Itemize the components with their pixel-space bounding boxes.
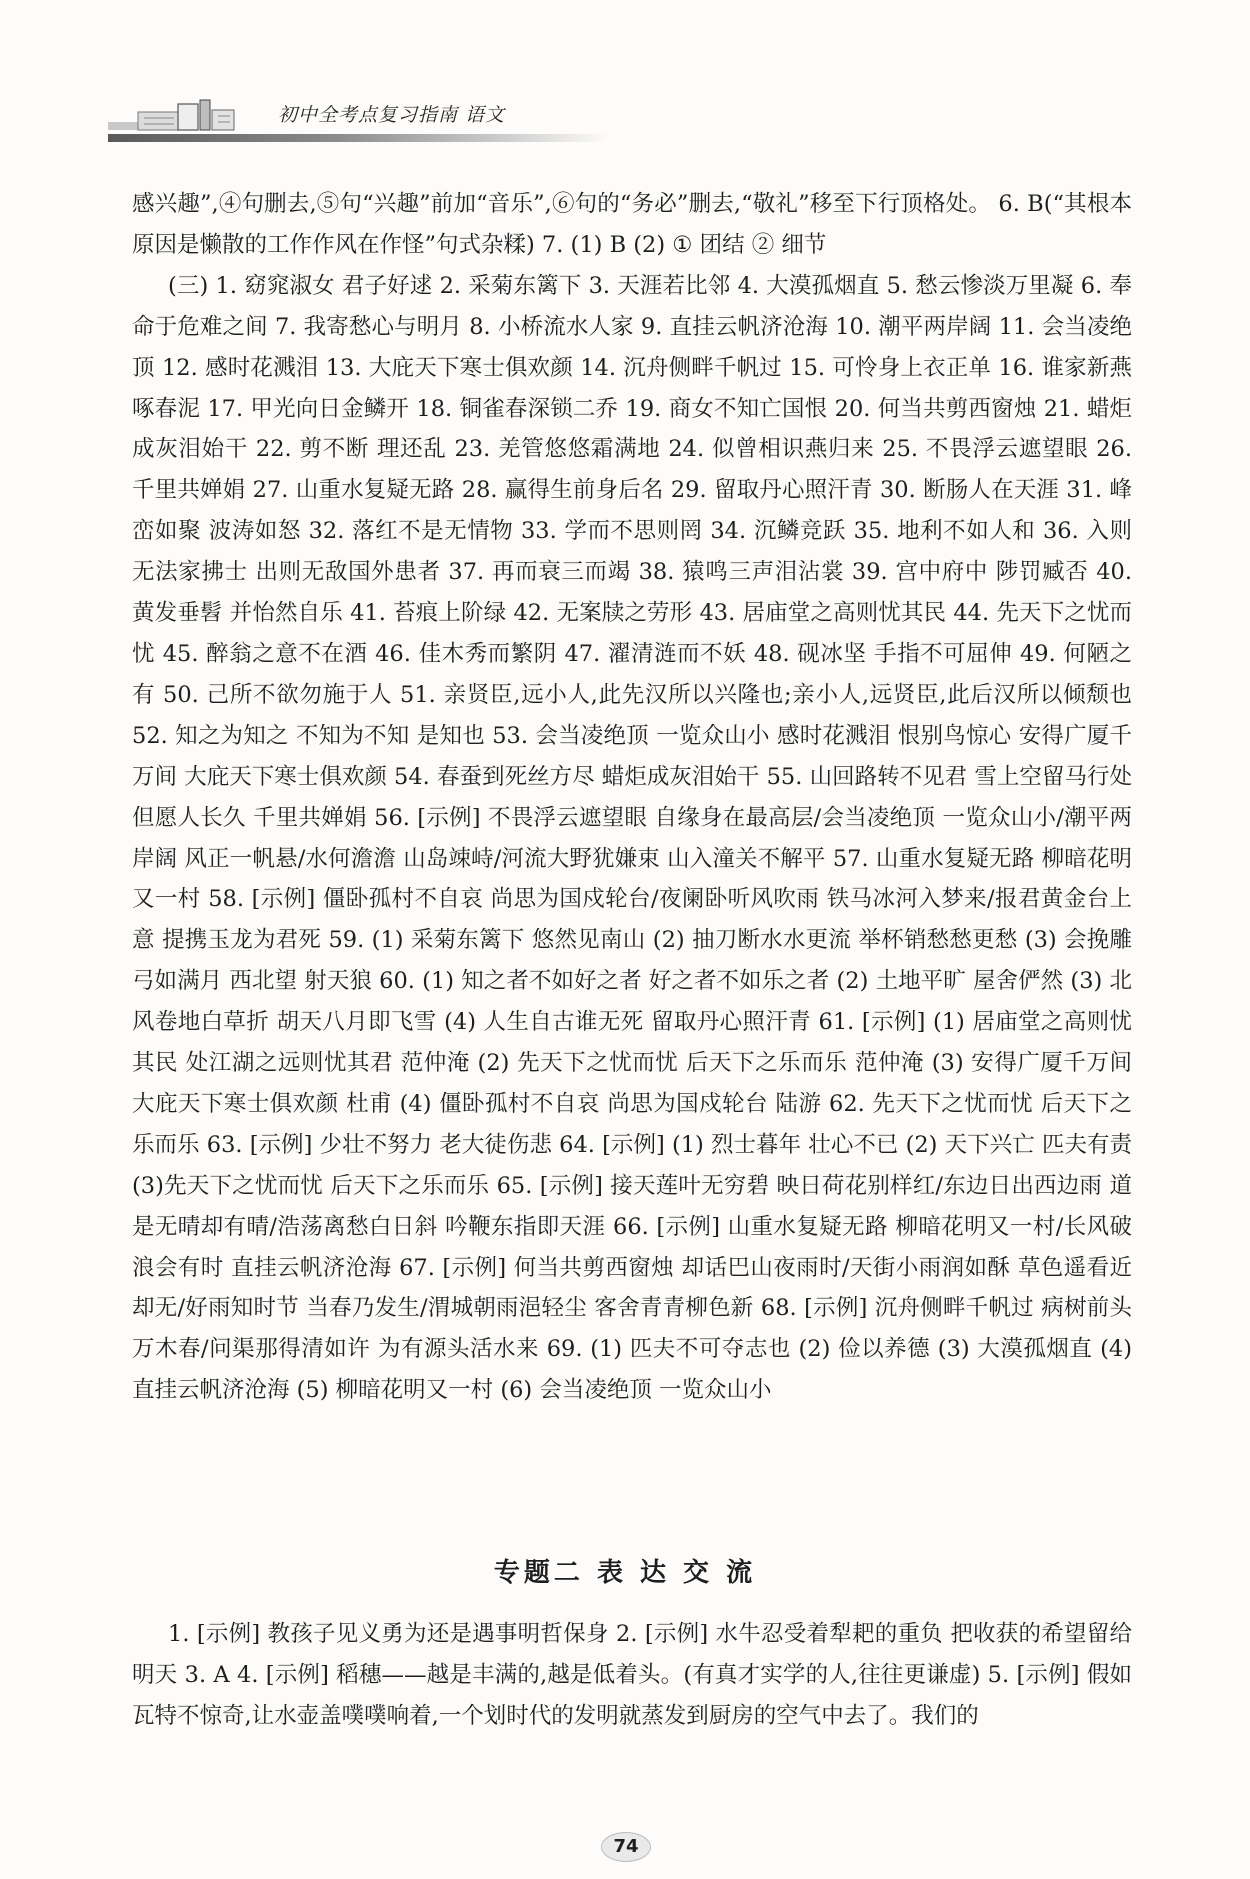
paragraph: (三) 1. 窈窕淑女 君子好逑 2. 采菊东篱下 3. 天涯若比邻 4. 大漠孤烟直 5. 愁云惨淡万里凝 6. 奉命于危难之间 7. 我寄愁心与明月 8. 小桥流水人家 9. 直挂云帆济沧海 10. 潮平两岸阔 11. 会当凌绝顶 12. 感时花溅泪 13. 大庇天下寒士俱欢颜 14. 沉舟侧畔千帆过 15. 可怜身上衣正单 16. 谁家新燕啄春泥 17. 甲光向日金鳞开 18. 铜雀春深锁二乔 19. 商女不知亡国恨 20. 何当共剪西窗烛 21. 蜡炬成灰泪始干 22. 剪不断 理还乱 23. 羌管悠悠霜满地 24. 似曾相识燕归来 25. 不畏浮云遮望眼 26. 千里共婵娟 27. 山重水复疑无路 28. 赢得生前身后名 29. 留取丹心照汗青 30. 断肠人在天涯 31. 峰峦如聚 波涛如怒 32. 落红不是无情物 33. 学而不思则罔 34. 沉鳞竞跃 35. 地利不如人和 36. 入则无法家拂士 出则无敌国外患者 37. 再而衰三而竭 38. 猿鸣三声泪沾裳 39. 宫中府中 陟罚臧否 40. 黄发垂髫 并怡然自乐 41. 苔痕上阶绿 42. 无案牍之劳形 43. 居庙堂之高则忧其民 44. 先天下之忧而忧 45. 醉翁之意不在酒 46. 佳木秀而繁阴 47. 濯清涟而不妖 48. 砚冰坚 手指不可屈伸 49. 何陋之有 50. 己所不欲勿施于人 51. 亲贤臣,远小人,此先汉所以兴隆也;亲小人,远贤臣,此后汉所以倾颓也 52. 知之为知之 不知为不知 是知也 53. 会当凌绝顶 一览众山小 感时花溅泪 恨别鸟惊心 安得广厦千万间 大庇天下寒士俱欢颜 54. 春蚕到死丝方尽 蜡炬成灰泪始干 55. 山回路转不见君 雪上空留马行处 但愿人长久 千里共婵娟 56. [示例] 不畏浮云遮望眼 自缘身在最高层/会当凌绝顶 一览众山小/潮平两岸阔 风正一帆悬/水何澹澹 山岛竦峙/河流大野犹嫌束 山入潼关不解平 57. 山重水复疑无路 柳暗花明又一村 58. [示例] 僵卧孤村不自哀 尚思为国戍轮台/夜阑卧听风吹雨 铁马冰河入梦来/报君黄金台上意 提携玉龙为君死 59. (1) 采菊东篱下 悠然见南山 (2) 抽刀断水水更流 举杯销愁愁更愁 (3) 会挽雕弓如满月 西北望 射天狼 60. (1) 知之者不如好之者 好之者不如乐之者 (2) 土地平旷 屋舍俨然 (3) 北风卷地白草折 胡天八月即飞雪 (4) 人生自古谁无死 留取丹心照汗青 61. [示例] (1) 居庙堂之高则忧其民 处江湖之远则忧其君 范仲淹 (2) 先天下之忧而忧 后天下之乐而乐 范仲淹 (3) 安得广厦千万间 大庇天下寒士俱欢颜 杜甫 (4) 僵卧孤村不自哀 尚思为国戍轮台 陆游 62. 先天下之忧而忧 后天下之乐而乐 63. [示例] 少壮不努力 老大徒伤悲 64. [示例] (1) 烈士暮年 壮心不已 (2) 天下兴亡 匹夫有责 (3)先天下之忧而忧 后天下之乐而乐 65. [示例] 接天莲叶无穷碧 映日荷花别样红/东边日出西边雨 道是无晴却有晴/浩荡离愁白日斜 吟鞭东指即天涯 66. [示例] 山重水复疑无路 柳暗花明又一村/长风破浪会有时 直挂云帆济沧海 67. [示例] 何当共剪西窗烛 却话巴山夜雨时/天街小雨润如酥 草色遥看近却无/好雨知时节 当春乃发生/渭城朝雨浥轻尘 客舍青青柳色新 68. [示例] 沉舟侧畔千帆过 病树前头万木春/问渠那得清如许 为有源头活水来 69. (1) 匹夫不可夺志也 (2) 俭以养德 (3) 大漠孤烟直 (4) 直挂云帆济沧海 (5) 柳暗花明又一村 (6) 会当凌绝顶 一览众山小 (132, 272, 1132, 1404)
answer-content (132, 184, 1132, 1411)
paragraph: 感兴趣”,④句删去,⑤句“兴趣”前加“音乐”,⑥句的“务必”删去,“敬礼”移至下行顶格处。 6. B(“其根本原因是懒散的工作作风在作怪”句式杂糅) 7. (1) B (2) ① 团结 ② 细节 (132, 191, 1132, 258)
building-decoration-icon (108, 98, 258, 134)
book-title: 初中全考点复习指南 语文 (278, 104, 506, 126)
section-title: 专题二 表 达 交 流 (493, 1558, 757, 1588)
page-header (108, 86, 568, 146)
page-number: 74 (601, 1832, 651, 1862)
section2-content (132, 1614, 1132, 1737)
paragraph: 1. [示例] 教孩子见义勇为还是遇事明哲保身 2. [示例] 水牛忍受着犁耙的重负 把收获的希望留给明天 3. A 4. [示例] 稻穗——越是丰满的,越是低着头。(有真才实学的人,往往更谦虚) 5. [示例] 假如瓦特不惊奇,让水壶盖噗噗响着,一个划时代的发明就蒸发到厨房的空气中去了。我们的 (132, 1621, 1132, 1729)
header-rule (108, 134, 608, 142)
